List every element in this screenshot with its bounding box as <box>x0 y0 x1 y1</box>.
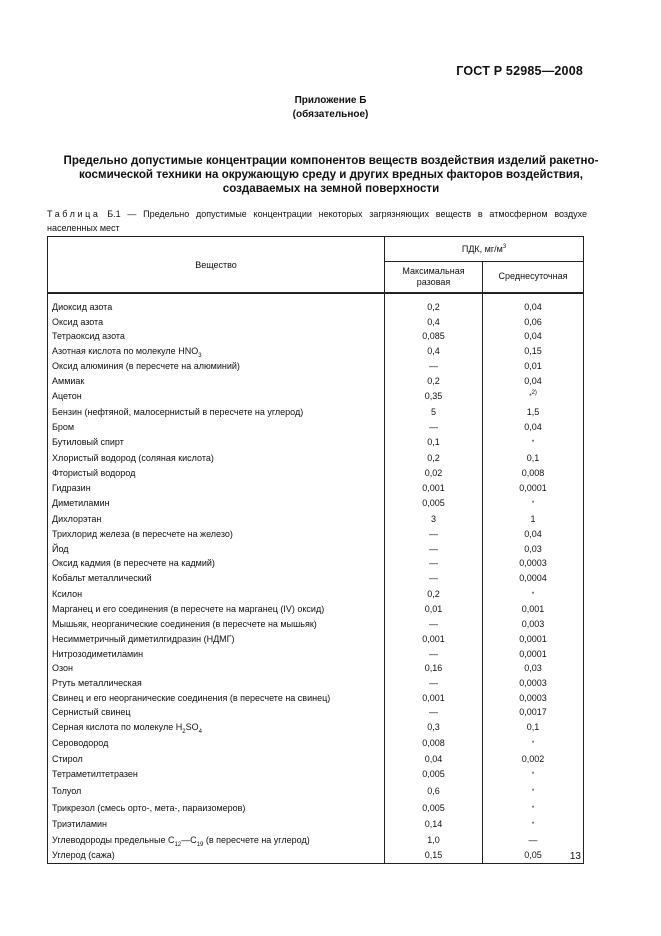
avg-value: 0,06 <box>483 315 584 330</box>
substance-name: Кобальт металлический <box>48 571 385 586</box>
table-row <box>48 512 584 527</box>
avg-value: — <box>483 833 584 848</box>
max-value: — <box>385 647 483 662</box>
heading-line: создаваемых на земной поверхности <box>222 182 440 195</box>
table-row <box>48 434 584 451</box>
avg-value: 0,03 <box>483 661 584 676</box>
appendix-note: (обязательное) <box>292 109 369 120</box>
substance-name: Диоксид азота <box>48 300 385 315</box>
table-row <box>48 466 584 481</box>
substance-name: Оксид алюминия (в пересчете на алюминий) <box>48 359 385 374</box>
table-row <box>48 752 584 767</box>
table-row <box>48 586 584 603</box>
column-header-substance: Вещество <box>48 237 385 294</box>
heading-line: космической техники на окружающую среду и других вредных факторов воздействия, <box>78 168 584 181</box>
table-row <box>48 542 584 557</box>
table-row <box>48 602 584 617</box>
avg-value: * <box>483 783 584 800</box>
avg-value: 0,04 <box>483 527 584 542</box>
avg-value: 1 <box>483 512 584 527</box>
max-value: 0,3 <box>385 720 483 735</box>
substance-name: Диметиламин <box>48 495 385 512</box>
max-value: 1,0 <box>385 833 483 848</box>
table-row <box>48 556 584 571</box>
avg-value: * <box>483 434 584 451</box>
avg-value: * <box>483 816 584 833</box>
substance-name: Дихлорэтан <box>48 512 385 527</box>
table-row <box>48 420 584 435</box>
substance-name: Бром <box>48 420 385 435</box>
avg-value: 1,5 <box>483 405 584 420</box>
max-value: 0,085 <box>385 329 483 344</box>
substance-name: Тетраметилтетразен <box>48 766 385 783</box>
avg-value: 0,1 <box>483 451 584 466</box>
table-row <box>48 405 584 420</box>
column-header-max: Максимальная разовая <box>385 262 483 294</box>
substance-name: Азотная кислота по молекуле $HNO_3$ <box>48 344 385 359</box>
substance-name: Хлористый водород (соляная кислота) <box>48 451 385 466</box>
substance-name: Нитрозодиметиламин <box>48 647 385 662</box>
substance-name: Триэтиламин <box>48 816 385 833</box>
table-row <box>48 495 584 512</box>
max-value: — <box>385 542 483 557</box>
avg-value: 0,0003 <box>483 676 584 691</box>
table-row <box>48 705 584 720</box>
max-value: — <box>385 676 483 691</box>
substance-name: Углерод (сажа) <box>48 848 385 863</box>
avg-value: 0,001 <box>483 602 584 617</box>
substance-name: Мышьяк, неорганические соединения (в пересчете на мышьяк) <box>48 617 385 632</box>
substance-name: Стирол <box>48 752 385 767</box>
max-value: 0,14 <box>385 816 483 833</box>
max-value: 0,4 <box>385 315 483 330</box>
table-caption <box>47 208 587 235</box>
max-value: 0,005 <box>385 495 483 512</box>
heading-line: Предельно допустимые концентрации компонентов веществ воздействия изделий ракетно- <box>63 154 599 167</box>
substance-name: Углеводороды предельные $C_{12}—C_{19}$ (в пересчете на углерод) <box>48 833 385 848</box>
substance-name: Свинец и его неорганические соединения (в пересчете на свинец) <box>48 691 385 706</box>
substance-name: Йод <box>48 542 385 557</box>
substance-name: Сернистый свинец <box>48 705 385 720</box>
substance-name: Ацетон <box>48 388 385 405</box>
avg-value: 0,01 <box>483 359 584 374</box>
avg-value: 0,0004 <box>483 571 584 586</box>
max-value: 0,005 <box>385 766 483 783</box>
max-value: 0,001 <box>385 481 483 496</box>
substance-name: Аммиак <box>48 374 385 389</box>
avg-value: 0,002 <box>483 752 584 767</box>
max-value: 0,6 <box>385 783 483 800</box>
avg-value: * <box>483 800 584 817</box>
max-value: 0,2 <box>385 586 483 603</box>
caption-text: Б.1 — Предельно допустимые концентрации некоторых загрязняющих веществ в атмосферном воздухе населенных мест <box>47 209 587 233</box>
max-value: 0,008 <box>385 735 483 752</box>
avg-value: 0,04 <box>483 300 584 315</box>
substance-name: Марганец и его соединения (в пересчете на марганец (IV) оксид) <box>48 602 385 617</box>
table-row <box>48 315 584 330</box>
max-value: 0,2 <box>385 374 483 389</box>
max-value: 0,4 <box>385 344 483 359</box>
table-row <box>48 783 584 800</box>
max-value: 0,15 <box>385 848 483 863</box>
max-value: 0,005 <box>385 800 483 817</box>
table-row <box>48 647 584 662</box>
substance-name: Трикрезол (смесь орто-, мета-, параизомеров) <box>48 800 385 817</box>
table-row <box>48 632 584 647</box>
table-row <box>48 481 584 496</box>
max-value: 0,01 <box>385 602 483 617</box>
appendix-title: Приложение Б <box>294 95 367 106</box>
substance-name: Тетраоксид азота <box>48 329 385 344</box>
substance-name: Бензин (нефтяной, малосернистый в пересчете на углерод) <box>48 405 385 420</box>
table-body <box>48 293 584 863</box>
table-row <box>48 374 584 389</box>
max-value: — <box>385 359 483 374</box>
table-row <box>48 676 584 691</box>
avg-value: 0,04 <box>483 329 584 344</box>
table-row <box>48 300 584 315</box>
avg-value: 0,0001 <box>483 481 584 496</box>
max-value: 3 <box>385 512 483 527</box>
avg-value: 0,003 <box>483 617 584 632</box>
table-row <box>48 527 584 542</box>
substance-name: Фтористый водород <box>48 466 385 481</box>
caption-label: Таблица <box>47 209 101 219</box>
substance-name: Серная кислота по молекуле $H_2SO_4$ <box>48 720 385 735</box>
column-header-avg: Среднесуточная <box>483 262 584 294</box>
table-row <box>48 359 584 374</box>
max-value: 0,2 <box>385 300 483 315</box>
avg-value: 0,0001 <box>483 647 584 662</box>
avg-value: 0,15 <box>483 344 584 359</box>
table-row <box>48 816 584 833</box>
max-value: 0,2 <box>385 451 483 466</box>
avg-value: *$^{2)}$ <box>483 388 584 405</box>
avg-value: 0,008 <box>483 466 584 481</box>
avg-value: * <box>483 735 584 752</box>
table-row <box>48 800 584 817</box>
avg-value: 0,0017 <box>483 705 584 720</box>
max-value: — <box>385 420 483 435</box>
table-row <box>48 571 584 586</box>
max-value: 0,04 <box>385 752 483 767</box>
substance-name: Трихлорид железа (в пересчете на железо) <box>48 527 385 542</box>
table-row <box>48 720 584 735</box>
max-value: — <box>385 571 483 586</box>
table-row <box>48 617 584 632</box>
max-value: — <box>385 556 483 571</box>
max-value: 0,16 <box>385 661 483 676</box>
avg-value: * <box>483 766 584 783</box>
table-row <box>48 661 584 676</box>
max-value: 0,001 <box>385 632 483 647</box>
max-value: — <box>385 617 483 632</box>
max-value: 0,35 <box>385 388 483 405</box>
column-header-pdk: ПДК, $мг/м^3$ <box>385 237 584 262</box>
substance-name: Ксилон <box>48 586 385 603</box>
substance-name: Озон <box>48 661 385 676</box>
max-value: 0,1 <box>385 434 483 451</box>
substance-name: Оксид кадмия (в пересчете на кадмий) <box>48 556 385 571</box>
avg-value: * <box>483 495 584 512</box>
max-value: 0,001 <box>385 691 483 706</box>
table-row <box>48 451 584 466</box>
max-value: — <box>385 705 483 720</box>
avg-value: 0,04 <box>483 420 584 435</box>
table-row <box>48 735 584 752</box>
table-row <box>48 329 584 344</box>
avg-value: 0,0003 <box>483 691 584 706</box>
table-row <box>48 766 584 783</box>
avg-value: 0,04 <box>483 374 584 389</box>
table-row <box>48 691 584 706</box>
avg-value: 0,0003 <box>483 556 584 571</box>
pdk-table <box>47 236 584 864</box>
page-number: 13 <box>569 851 581 862</box>
substance-name: Оксид азота <box>48 315 385 330</box>
table-row <box>48 388 584 405</box>
avg-value: 0,05 <box>483 848 584 863</box>
substance-name: Гидразин <box>48 481 385 496</box>
avg-value: * <box>483 586 584 603</box>
substance-name: Ртуть металлическая <box>48 676 385 691</box>
table-row <box>48 833 584 848</box>
avg-value: 0,0001 <box>483 632 584 647</box>
avg-value: 0,03 <box>483 542 584 557</box>
substance-name: Бутиловый спирт <box>48 434 385 451</box>
substance-name: Несимметричный диметилгидразин (НДМГ) <box>48 632 385 647</box>
substance-name: Толуол <box>48 783 385 800</box>
section-heading <box>46 154 616 196</box>
table-row <box>48 848 584 863</box>
max-value: — <box>385 527 483 542</box>
max-value: 5 <box>385 405 483 420</box>
table-row <box>48 344 584 359</box>
avg-value: 0,1 <box>483 720 584 735</box>
max-value: 0,02 <box>385 466 483 481</box>
standard-code: ГОСТ Р 52985—2008 <box>456 64 583 78</box>
appendix-header <box>0 94 661 122</box>
substance-name: Сероводород <box>48 735 385 752</box>
